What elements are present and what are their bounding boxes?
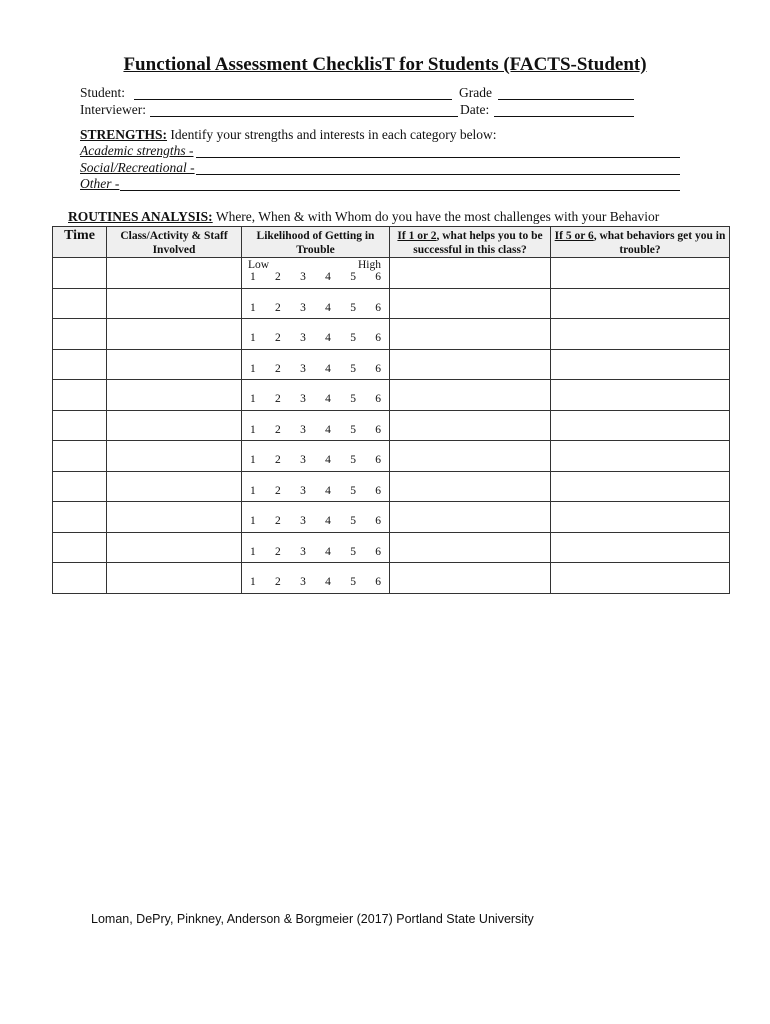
rating-option[interactable]: 1 — [250, 271, 256, 283]
rating-scale — [242, 515, 389, 527]
rating-option[interactable]: 4 — [325, 515, 331, 527]
likelihood-cell[interactable] — [242, 441, 390, 472]
class-activity-cell[interactable] — [107, 258, 242, 289]
behaviors-cell[interactable] — [551, 471, 730, 502]
time-cell[interactable] — [53, 258, 107, 289]
routines-table — [52, 226, 730, 594]
rating-option[interactable]: 4 — [325, 423, 331, 436]
rating-option[interactable]: 1 — [250, 515, 256, 527]
strengths-heading: STRENGTHS: — [80, 127, 168, 142]
date-field[interactable] — [494, 116, 634, 117]
likelihood-cell[interactable] — [242, 410, 390, 441]
rating-scale — [242, 485, 389, 497]
header-helps-prefix: If 1 or 2 — [397, 230, 437, 242]
time-cell[interactable] — [53, 319, 107, 350]
rating-option[interactable]: 2 — [275, 393, 281, 405]
time-cell[interactable] — [53, 349, 107, 380]
behaviors-cell[interactable] — [551, 563, 730, 594]
rating-option[interactable]: 2 — [275, 454, 281, 466]
behaviors-cell[interactable] — [551, 349, 730, 380]
behaviors-cell[interactable] — [551, 258, 730, 289]
behaviors-cell[interactable] — [551, 319, 730, 350]
helps-cell[interactable] — [390, 349, 551, 380]
time-cell[interactable] — [53, 502, 107, 533]
rating-option[interactable]: 3 — [300, 545, 306, 558]
low-label: Low — [248, 259, 270, 271]
rating-option[interactable]: 2 — [275, 423, 281, 436]
social-recreational-label: Social/Recreational - — [80, 160, 195, 175]
rating-option[interactable]: 5 — [350, 301, 356, 314]
rating-option[interactable]: 5 — [350, 271, 356, 283]
rating-option[interactable]: 6 — [375, 454, 381, 466]
rating-option[interactable]: 6 — [375, 271, 381, 283]
time-cell[interactable] — [53, 532, 107, 563]
class-activity-cell[interactable] — [107, 349, 242, 380]
rating-option[interactable]: 2 — [275, 545, 281, 558]
class-activity-cell[interactable] — [107, 532, 242, 563]
rating-option[interactable]: 5 — [350, 454, 356, 466]
academic-strengths-label: Academic strengths - — [80, 143, 194, 158]
helps-cell[interactable] — [390, 319, 551, 350]
helps-cell[interactable] — [390, 502, 551, 533]
table-row — [53, 410, 730, 441]
rating-option[interactable]: 3 — [300, 423, 306, 436]
student-field[interactable] — [134, 99, 452, 100]
rating-scale — [242, 271, 389, 283]
low-high-labels — [242, 259, 389, 271]
likelihood-cell[interactable] — [242, 288, 390, 319]
header-helps-rest: , what helps you to be successful in this class? — [413, 230, 543, 256]
rating-option[interactable]: 2 — [275, 301, 281, 314]
rating-option[interactable]: 2 — [275, 515, 281, 527]
interviewer-row — [80, 102, 146, 118]
rating-option[interactable]: 6 — [375, 515, 381, 527]
rating-option[interactable]: 6 — [375, 332, 381, 344]
table-row — [53, 380, 730, 411]
rating-option[interactable]: 3 — [300, 515, 306, 527]
likelihood-cell[interactable] — [242, 380, 390, 411]
rating-scale — [242, 363, 389, 375]
time-cell[interactable] — [53, 563, 107, 594]
rating-option[interactable]: 5 — [350, 576, 356, 588]
table-row — [53, 319, 730, 350]
other-strengths-label: Other - — [80, 176, 120, 191]
rating-option[interactable]: 5 — [350, 332, 356, 344]
grade-row — [459, 85, 492, 101]
rating-option[interactable]: 3 — [300, 393, 306, 405]
time-cell[interactable] — [53, 288, 107, 319]
helps-cell[interactable] — [390, 441, 551, 472]
time-cell[interactable] — [53, 380, 107, 411]
table-row — [53, 258, 730, 289]
rating-option[interactable]: 3 — [300, 271, 306, 283]
grade-label: Grade — [459, 85, 492, 100]
rating-option[interactable]: 4 — [325, 301, 331, 314]
likelihood-cell[interactable] — [242, 532, 390, 563]
helps-cell[interactable] — [390, 410, 551, 441]
rating-option[interactable]: 4 — [325, 332, 331, 344]
routines-instruction: Where, When & with Whom do you have the most challenges with your Behavior — [215, 209, 660, 224]
rating-option[interactable]: 1 — [250, 484, 256, 497]
rating-option[interactable]: 3 — [300, 484, 306, 497]
class-activity-cell[interactable] — [107, 319, 242, 350]
header-behaviors-rest: , what behaviors get you in trouble? — [593, 230, 726, 256]
likelihood-cell[interactable] — [242, 258, 390, 289]
likelihood-cell[interactable] — [242, 502, 390, 533]
rating-option[interactable]: 3 — [300, 362, 306, 375]
rating-option[interactable]: 6 — [375, 484, 381, 497]
social-recreational-row — [80, 160, 195, 176]
rating-option[interactable]: 3 — [300, 301, 306, 314]
header-behaviors — [551, 227, 730, 258]
likelihood-cell[interactable] — [242, 471, 390, 502]
rating-option[interactable]: 1 — [250, 301, 256, 314]
rating-option[interactable]: 3 — [300, 576, 306, 588]
helps-cell[interactable] — [390, 563, 551, 594]
header-helps — [390, 227, 551, 258]
rating-scale — [242, 576, 389, 588]
rating-option[interactable]: 1 — [250, 454, 256, 466]
other-strengths-field[interactable] — [120, 190, 680, 191]
rating-option[interactable]: 1 — [250, 393, 256, 405]
rating-option[interactable]: 4 — [325, 576, 331, 588]
rating-option[interactable]: 5 — [350, 515, 356, 527]
rating-option[interactable]: 4 — [325, 454, 331, 466]
rating-option[interactable]: 4 — [325, 545, 331, 558]
class-activity-cell[interactable] — [107, 502, 242, 533]
rating-option[interactable]: 1 — [250, 362, 256, 375]
routines-heading: ROUTINES ANALYSIS: — [68, 209, 213, 224]
likelihood-cell[interactable] — [242, 349, 390, 380]
rating-scale — [242, 546, 389, 558]
helps-cell[interactable] — [390, 532, 551, 563]
student-label: Student: — [80, 85, 126, 100]
table-row — [53, 471, 730, 502]
likelihood-cell[interactable] — [242, 563, 390, 594]
rating-option[interactable]: 3 — [300, 454, 306, 466]
academic-strengths-field[interactable] — [196, 157, 680, 158]
social-recreational-field[interactable] — [196, 174, 680, 175]
routines-heading-row — [68, 209, 659, 225]
rating-option[interactable]: 5 — [350, 484, 356, 497]
behaviors-cell[interactable] — [551, 288, 730, 319]
rating-option[interactable]: 1 — [250, 576, 256, 588]
time-cell[interactable] — [53, 441, 107, 472]
rating-option[interactable]: 6 — [375, 423, 381, 436]
rating-option[interactable]: 4 — [325, 362, 331, 375]
page-title: Functional Assessment ChecklisT for Students (FACTS-Student) — [123, 54, 647, 75]
rating-option[interactable]: 1 — [250, 332, 256, 344]
table-row — [53, 441, 730, 472]
helps-cell[interactable] — [390, 471, 551, 502]
header-class-activity: Class/Activity & Staff Involved — [107, 227, 242, 258]
rating-scale — [242, 424, 389, 436]
class-activity-cell[interactable] — [107, 563, 242, 594]
rating-scale — [242, 302, 389, 314]
high-label: High — [358, 259, 381, 271]
header-likelihood: Likelihood of Getting in Trouble — [242, 227, 390, 258]
class-activity-cell[interactable] — [107, 380, 242, 411]
table-body — [53, 258, 730, 594]
rating-option[interactable]: 2 — [275, 576, 281, 588]
rating-option[interactable]: 1 — [250, 423, 256, 436]
footer-citation: Loman, DePry, Pinkney, Anderson & Borgmeier (2017) Portland State University — [91, 912, 534, 926]
rating-scale — [242, 454, 389, 466]
rating-scale — [242, 332, 389, 344]
behaviors-cell[interactable] — [551, 410, 730, 441]
rating-option[interactable]: 5 — [350, 545, 356, 558]
academic-strengths-row — [80, 143, 193, 159]
header-behaviors-prefix: If 5 or 6 — [554, 230, 594, 242]
rating-option[interactable]: 2 — [275, 332, 281, 344]
rating-option[interactable]: 1 — [250, 545, 256, 558]
class-activity-cell[interactable] — [107, 288, 242, 319]
rating-option[interactable]: 6 — [375, 301, 381, 314]
class-activity-cell[interactable] — [107, 441, 242, 472]
rating-option[interactable]: 2 — [275, 362, 281, 375]
helps-cell[interactable] — [390, 380, 551, 411]
helps-cell[interactable] — [390, 258, 551, 289]
table-header-row — [53, 227, 730, 258]
class-activity-cell[interactable] — [107, 410, 242, 441]
rating-option[interactable]: 5 — [350, 362, 356, 375]
table-row — [53, 532, 730, 563]
behaviors-cell[interactable] — [551, 380, 730, 411]
rating-option[interactable]: 6 — [375, 576, 381, 588]
behaviors-cell[interactable] — [551, 502, 730, 533]
interviewer-label: Interviewer: — [80, 102, 146, 117]
behaviors-cell[interactable] — [551, 532, 730, 563]
rating-scale — [242, 393, 389, 405]
rating-option[interactable]: 6 — [375, 545, 381, 558]
rating-option[interactable]: 3 — [300, 332, 306, 344]
behaviors-cell[interactable] — [551, 441, 730, 472]
class-activity-cell[interactable] — [107, 471, 242, 502]
time-cell[interactable] — [53, 471, 107, 502]
likelihood-cell[interactable] — [242, 319, 390, 350]
time-cell[interactable] — [53, 410, 107, 441]
rating-option[interactable]: 2 — [275, 484, 281, 497]
rating-option[interactable]: 4 — [325, 484, 331, 497]
grade-field[interactable] — [498, 99, 634, 100]
strengths-instruction: Identify your strengths and interests in each category below: — [170, 127, 497, 142]
other-strengths-row — [80, 176, 119, 192]
strengths-heading-row — [80, 127, 497, 143]
date-label: Date: — [460, 102, 490, 117]
table-row — [53, 349, 730, 380]
rating-option[interactable]: 6 — [375, 362, 381, 375]
interviewer-field[interactable] — [150, 116, 458, 117]
rating-option[interactable]: 4 — [325, 271, 331, 283]
helps-cell[interactable] — [390, 288, 551, 319]
table-row — [53, 563, 730, 594]
rating-option[interactable]: 6 — [375, 393, 381, 405]
header-time: Time — [53, 227, 107, 258]
table-row — [53, 288, 730, 319]
rating-option[interactable]: 5 — [350, 393, 356, 405]
date-row — [460, 102, 489, 118]
rating-option[interactable]: 4 — [325, 393, 331, 405]
rating-option[interactable]: 5 — [350, 423, 356, 436]
table-row — [53, 502, 730, 533]
rating-option[interactable]: 2 — [275, 271, 281, 283]
student-row — [80, 85, 125, 101]
